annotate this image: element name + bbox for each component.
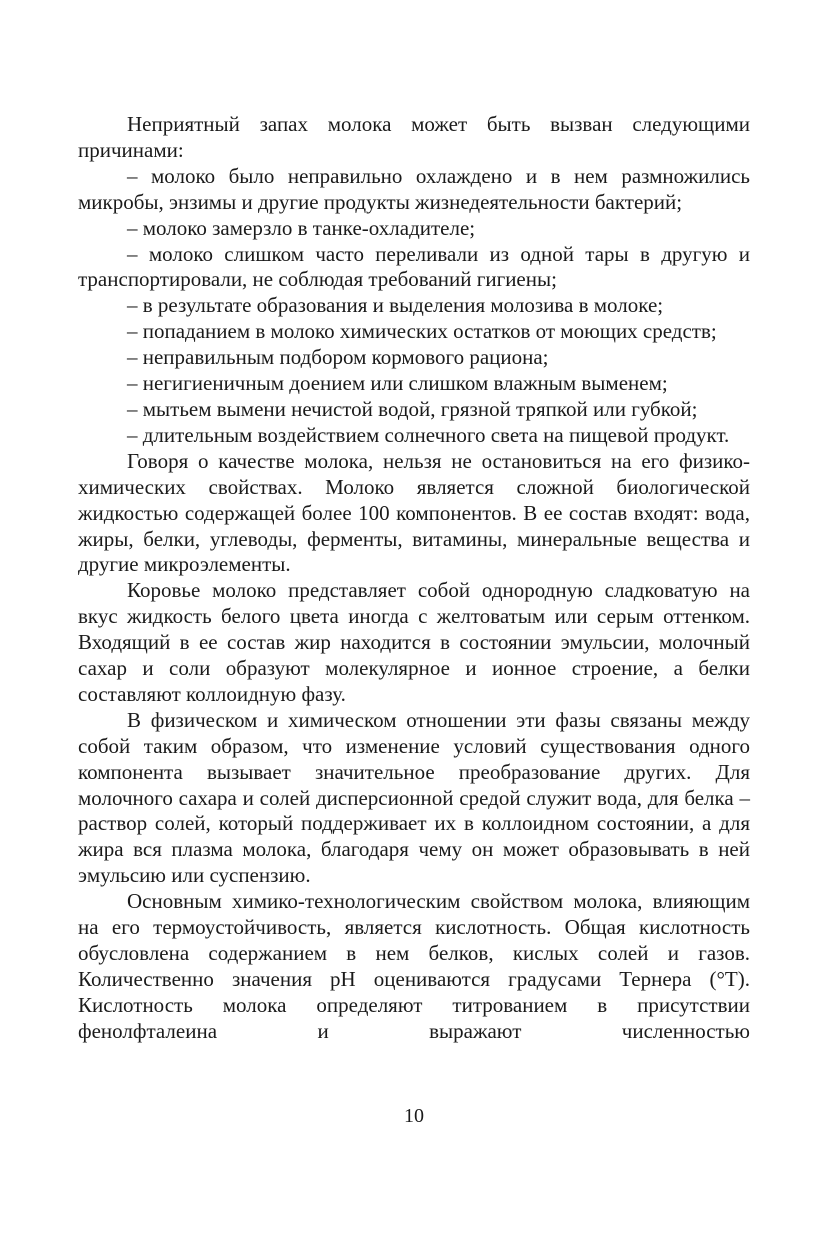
- paragraph-cow-milk: Коровье молоко представляет собой однородную сладковатую на вкус жидкость белого цвета иногда с желтоватым или серым оттенком. Входящий в ее состав жир находится в состоянии эмульсии, молочный сахар и соли образуют молекулярное и ионное строение, а белки составляют коллоидную фазу.: [78, 578, 750, 706]
- page-body: [78, 112, 750, 1045]
- paragraph-odor-causes-intro: Неприятный запах молока может быть вызван следующими причинами:: [78, 112, 750, 162]
- paragraph-phases: В физическом и химическом отношении эти фазы связаны между собой таким образом, что изменение условий существования одного компонента вызывает значительное преобразование других. Для молочного сахара и солей дисперсионной средой служит вода, для белка – раствор солей, который поддерживает их в коллоидном состоянии, а для жира вся плазма молока, благодаря чему он может образовывать в ней эмульсию или суспензию.: [78, 707, 750, 888]
- list-item-udder-washing: – мытьем вымени нечистой водой, грязной тряпкой или губкой;: [127, 396, 698, 421]
- list-item-milking-hygiene: – негигиеничным доением или слишком влажным выменем;: [127, 371, 668, 396]
- list-item-cooling: – молоко было неправильно охлаждено и в нем размножились микробы, энзимы и другие продукты жизнедеятельности бактерий;: [78, 163, 750, 214]
- list-item-sunlight: – длительным воздействием солнечного света на пищевой продукт.: [127, 422, 730, 447]
- list-item-feed: – неправильным подбором кормового рациона;: [127, 345, 549, 370]
- paragraph-physicochemical: Говоря о качестве молока, нельзя не остановиться на его физико-химических свойствах. Молоко является сложной биологической жидкостью содержащей более 100 компонентов. В ее состав входят: вода, жиры, белки, углеводы, ферменты, витамины, минеральные вещества и другие микроэлементы.: [78, 448, 750, 577]
- list-item-detergents: – попаданием в молоко химических остатков от моющих средств;: [127, 319, 717, 344]
- paragraph-acidity: Основным химико-технологическим свойством молока, влияющим на его термоустойчивость, является кислотность. Общая кислотность обусловлена содержанием в нем белков, кислых солей и газов. Количественно значения pH оцениваются градусами Тернера (°Т). Кислотность молока определяют титрованием в присутствии фенолфталеина и выражают численностью: [78, 889, 750, 1043]
- list-item-transfer: – молоко слишком часто переливали из одной тары в другую и транспортировали, не соблюдая требований гигиены;: [78, 241, 750, 292]
- page-number: 10: [404, 1105, 424, 1127]
- list-item-frozen: – молоко замерзло в танке-охладителе;: [127, 215, 476, 240]
- list-item-colostrum: – в результате образования и выделения молозива в молоке;: [127, 293, 664, 318]
